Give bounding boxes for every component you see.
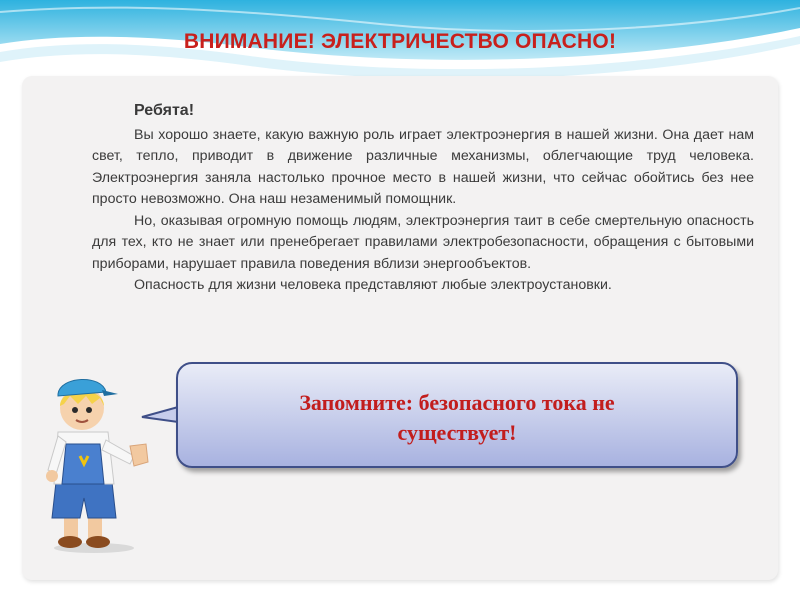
paragraph: Но, оказывая огромную помощь людям, электроэнергия таит в себе смертельную опасность для тех, кто не знает или пренебрегает правилами электробезопасности, обращения с бытовыми приборами, нарушает правила поведения вблизи энергообъектов.: [92, 212, 754, 272]
boy-stop-gesture-illustration-icon: [42, 370, 162, 555]
callout-box: [176, 362, 738, 468]
callout-line-1: Запомните: безопасного тока не: [299, 390, 615, 415]
greeting: Ребята!: [134, 102, 195, 119]
paragraph: Вы хорошо знаете, какую важную роль играет электроэнергия в нашей жизни. Она дает нам свет, тепло, приводит в движение различные механизмы, облегчающие труд человека. Электроэнергия заняла настолько прочное место в нашей жизни, что сейчас обойтись без нее просто невозможно. Она наш незаменимый помощник.: [92, 126, 754, 207]
callout-line-2: существует!: [397, 420, 517, 445]
paragraph: Опасность для жизни человека представляют любые электроустановки.: [134, 277, 612, 293]
page-title: ВНИМАНИЕ! ЭЛЕКТРИЧЕСТВО ОПАСНО!: [183, 30, 617, 53]
body-text: [92, 100, 754, 297]
callout-text: [178, 388, 736, 448]
